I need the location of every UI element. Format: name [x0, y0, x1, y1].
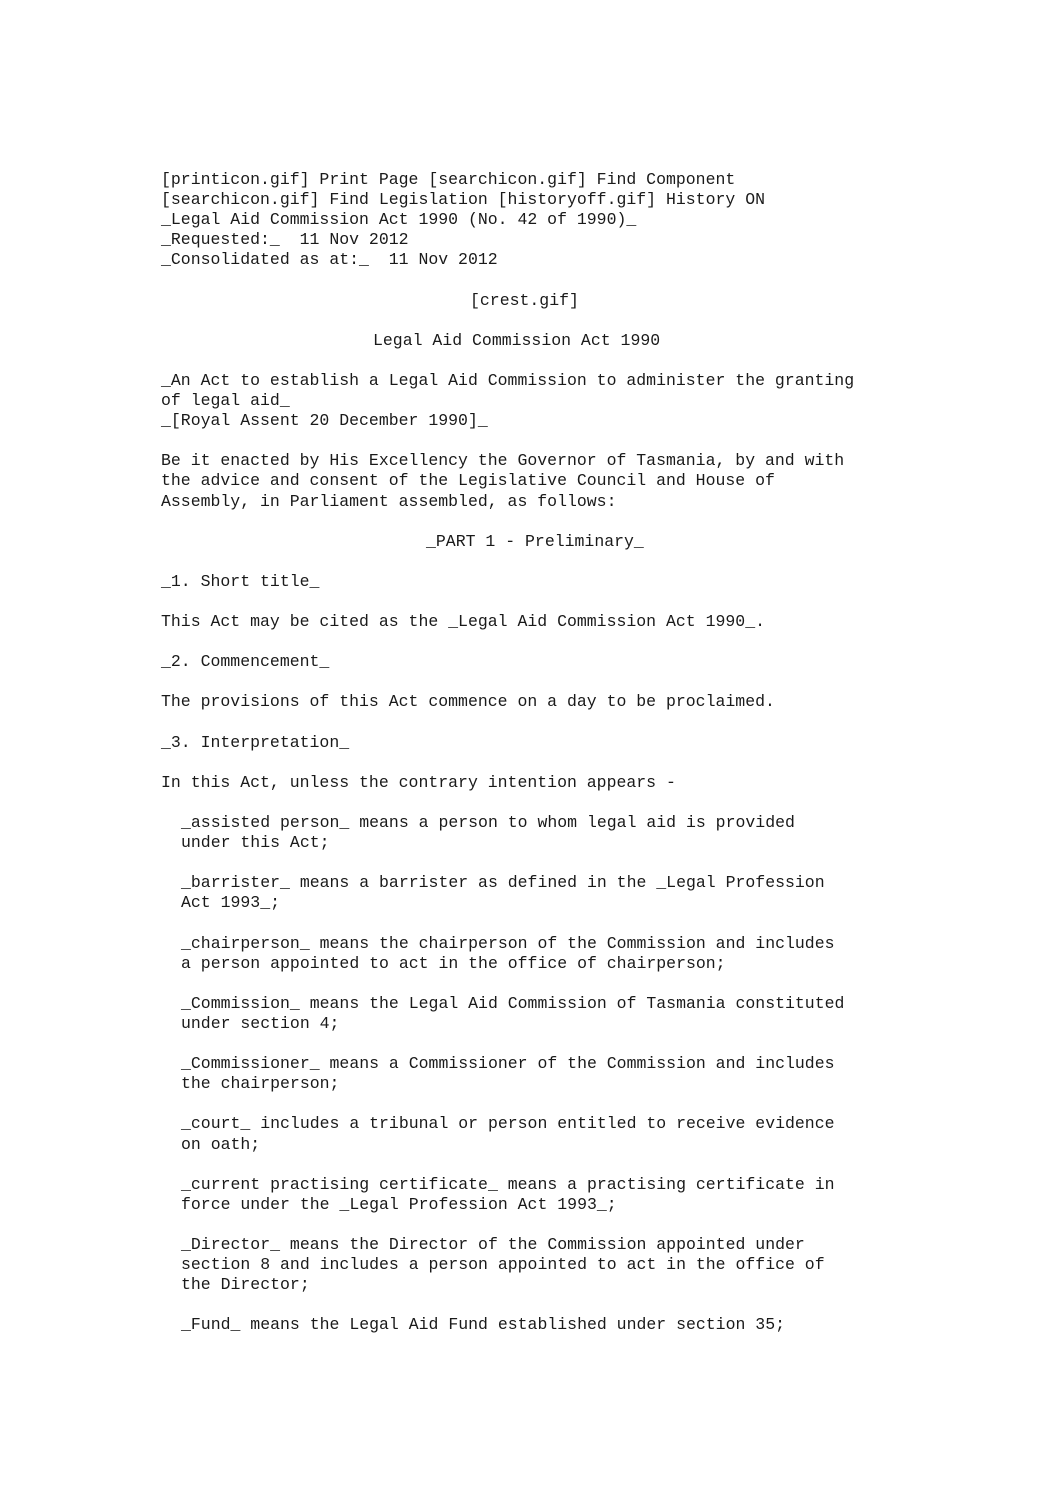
section-1-heading: _1. Short title_ — [161, 571, 320, 591]
spacer — [161, 311, 1021, 331]
definition-item — [181, 1054, 1021, 1094]
definition-line: Act 1993_; — [181, 893, 281, 913]
spacer — [181, 1155, 1021, 1175]
section-1-text: This Act may be cited as the _Legal Aid Commission Act 1990_. — [161, 612, 765, 632]
definition-item — [181, 934, 1021, 974]
spacer — [181, 974, 1021, 994]
definition-line: _court_ includes a tribunal or person entitled to receive evidence — [181, 1114, 835, 1134]
long-title-line-1: _An Act to establish a Legal Aid Commission to administer the granting — [161, 370, 855, 390]
definition-line: under this Act; — [181, 833, 330, 853]
definition-line: _current practising certificate_ means a practising certificate in — [181, 1174, 835, 1194]
spacer — [181, 853, 1021, 873]
definition-line: _Director_ means the Director of the Commission appointed under — [181, 1234, 805, 1254]
definition-item — [181, 1114, 1021, 1154]
consolidated-date: _Consolidated as at:_ 11 Nov 2012 — [161, 250, 498, 270]
definition-line: on oath; — [181, 1134, 261, 1154]
enacting-line-3: Assembly, in Parliament assembled, as follows: — [161, 491, 617, 511]
spacer — [161, 431, 1021, 451]
definition-item — [181, 813, 1021, 853]
requested-date: _Requested:_ 11 Nov 2012 — [161, 230, 409, 250]
section-3-heading: _3. Interpretation_ — [161, 732, 350, 752]
section-3-intro: In this Act, unless the contrary intention appears - — [161, 772, 676, 792]
definition-line: _Fund_ means the Legal Aid Fund established under section 35; — [181, 1315, 785, 1335]
definition-item — [181, 994, 1021, 1034]
enacting-line-1: Be it enacted by His Excellency the Governor of Tasmania, by and with — [161, 451, 845, 471]
definition-line: _barrister_ means a barrister as defined in the _Legal Profession — [181, 873, 825, 893]
definitions-list — [161, 813, 1021, 1335]
spacer — [181, 1034, 1021, 1054]
section-2-heading: _2. Commencement_ — [161, 652, 330, 672]
spacer — [181, 1094, 1021, 1114]
crest-placeholder: [crest.gif] — [470, 290, 579, 310]
spacer — [161, 512, 1021, 532]
definition-line: section 8 and includes a person appointed to act in the office of — [181, 1255, 825, 1275]
definition-line: _assisted person_ means a person to whom legal aid is provided — [181, 813, 795, 832]
definition-line: _Commission_ means the Legal Aid Commission of Tasmania constituted — [181, 993, 845, 1013]
spacer — [161, 351, 1021, 371]
spacer — [161, 753, 1021, 773]
definition-line: a person appointed to act in the office of chairperson; — [181, 953, 726, 973]
royal-assent: _[Royal Assent 20 December 1990]_ — [161, 411, 488, 431]
spacer — [161, 552, 1021, 572]
spacer — [181, 913, 1021, 933]
definition-line: _chairperson_ means the chairperson of the Commission and includes — [181, 933, 835, 953]
definition-item — [181, 1315, 1021, 1335]
definition-item — [181, 873, 1021, 913]
long-title-line-2: of legal aid_ — [161, 391, 290, 411]
enacting-line-2: the advice and consent of the Legislative Council and House of — [161, 471, 775, 491]
spacer — [161, 793, 1021, 813]
definition-item — [181, 1175, 1021, 1215]
toolbar-line-print-find[interactable]: [printicon.gif] Print Page [searchicon.gif] Find Component — [161, 170, 736, 189]
spacer — [161, 713, 1021, 733]
spacer — [161, 672, 1021, 692]
act-title-line: _Legal Aid Commission Act 1990 (No. 42 of 1990)_ — [161, 210, 637, 230]
definition-item — [181, 1235, 1021, 1295]
definition-line: the chairperson; — [181, 1074, 340, 1094]
spacer — [161, 632, 1021, 652]
spacer — [161, 270, 1021, 290]
definition-line: force under the _Legal Profession Act 1993_; — [181, 1194, 617, 1214]
document-title: Legal Aid Commission Act 1990 — [373, 330, 661, 350]
section-2-text: The provisions of this Act commence on a day to be proclaimed. — [161, 692, 775, 712]
definition-line: under section 4; — [181, 1013, 340, 1033]
spacer — [181, 1295, 1021, 1315]
toolbar-line-find-history[interactable]: [searchicon.gif] Find Legislation [historyoff.gif] History ON — [161, 190, 765, 210]
part-heading: _PART 1 - Preliminary_ — [426, 531, 644, 551]
document-body — [161, 170, 1021, 1335]
definition-line: the Director; — [181, 1275, 310, 1295]
definition-line: _Commissioner_ means a Commissioner of the Commission and includes — [181, 1054, 835, 1074]
spacer — [181, 1215, 1021, 1235]
spacer — [161, 592, 1021, 612]
